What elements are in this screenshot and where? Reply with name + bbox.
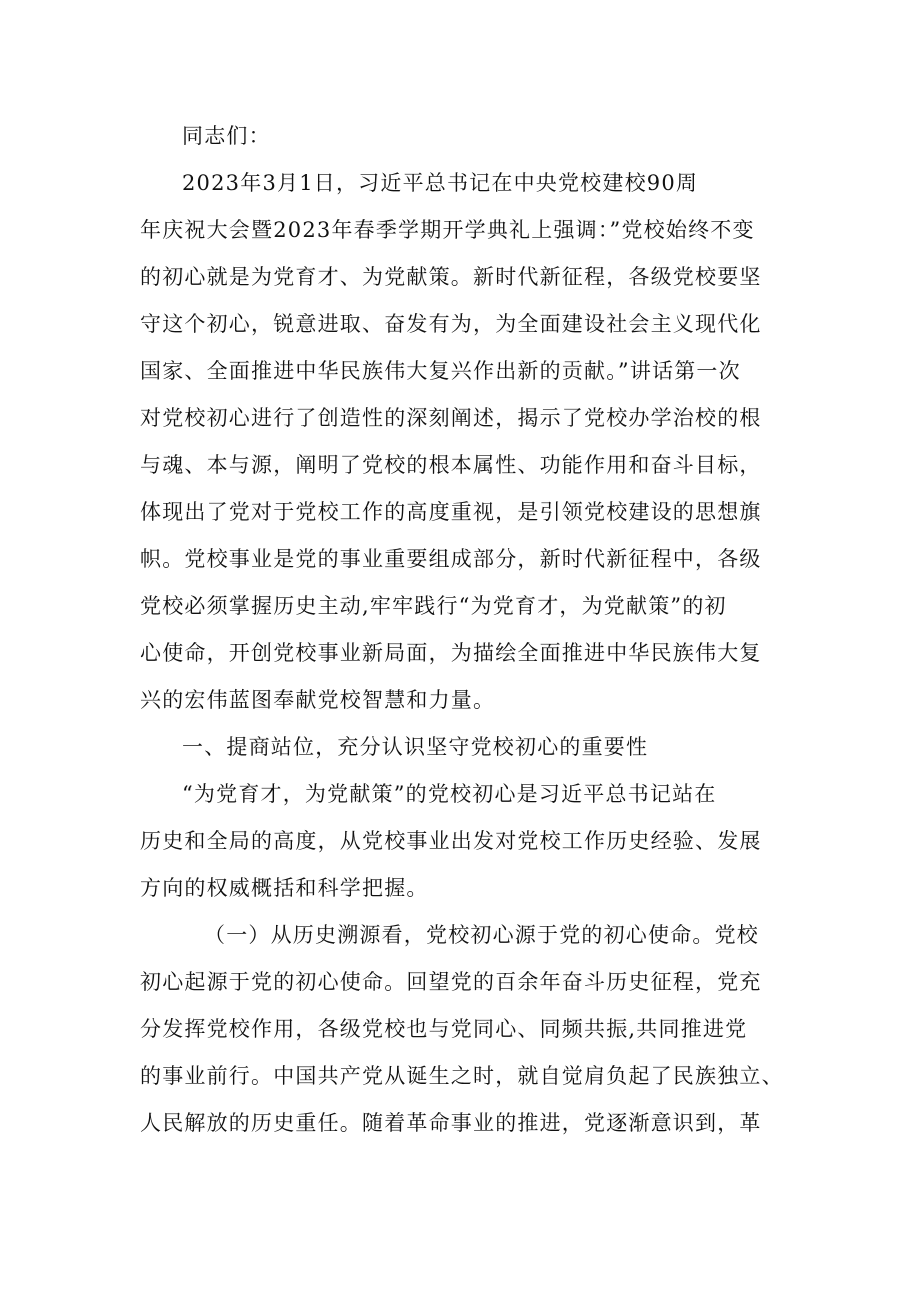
- text-line: （一）从历史溯源看，党校初心源于党的初心使命。党校: [204, 923, 759, 947]
- section-heading: [140, 724, 785, 771]
- text-line: 帜。党校事业是党的事业重要组成部分，新时代新征程中，各级: [140, 547, 762, 571]
- text-line: 历史和全局的高度，从党校事业出发对党校工作历史经验、发展: [140, 829, 762, 853]
- text-line: “为党育才，为党献策”的党校初心是习近平总书记站在: [182, 782, 717, 806]
- text-line: 分发挥党校作用，各级党校也与党同心、同频共振,共同推进党: [140, 1017, 748, 1041]
- paragraph-2: [140, 771, 785, 912]
- text-line: 2023年3月1日，习近平总书记在中央党校建校90周: [182, 171, 699, 195]
- text-line: 心使命，开创党校事业新局面，为描绘全面推进中华民族伟大复: [140, 641, 762, 665]
- text-line: 体现出了党对于党校工作的高度重视，是引领党校建设的思想旗: [140, 500, 762, 524]
- text-line: 党校必须掌握历史主动,牢牢践行“为党育才，为党献策”的初: [140, 594, 727, 618]
- document-body: [140, 113, 785, 1147]
- text-line: 与魂、本与源，阐明了党校的根本属性、功能作用和奋斗目标，: [140, 453, 762, 477]
- intro-paragraph: [140, 160, 785, 724]
- text-line: 的事业前行。中国共产党从诞生之时，就自觉肩负起了民族独立、: [140, 1064, 784, 1088]
- text-line: 年庆祝大会暨2023年春季学期开学典礼上强调：”党校始终不变: [140, 218, 755, 242]
- salutation: [140, 113, 785, 160]
- text-line: 方向的权威概括和科学把握。: [140, 876, 429, 900]
- text-line: 的初心就是为党育才、为党献策。新时代新征程，各级党校要坚: [140, 265, 762, 289]
- text-line: 初心起源于党的初心使命。回望党的百余年奋斗历史征程，党充: [140, 970, 762, 994]
- text-line: 同志们：: [182, 124, 271, 148]
- text-line: 国家、全面推进中华民族伟大复兴作出新的贡献。”讲话第一次: [140, 359, 741, 383]
- paragraph-3: [140, 912, 785, 1147]
- text-line: 兴的宏伟蓝图奉献党校智慧和力量。: [140, 688, 496, 712]
- text-line: 对党校初心进行了创造性的深刻阐述，揭示了党校办学治校的根: [140, 406, 762, 430]
- text-line: 守这个初心，锐意进取、奋发有为，为全面建设社会主义现代化: [140, 312, 762, 336]
- text-line: 一、提商站位，充分认识坚守党校初心的重要性: [182, 735, 649, 759]
- text-line: 人民解放的历史重任。随着革命事业的推进，党逐渐意识到，革: [140, 1111, 762, 1135]
